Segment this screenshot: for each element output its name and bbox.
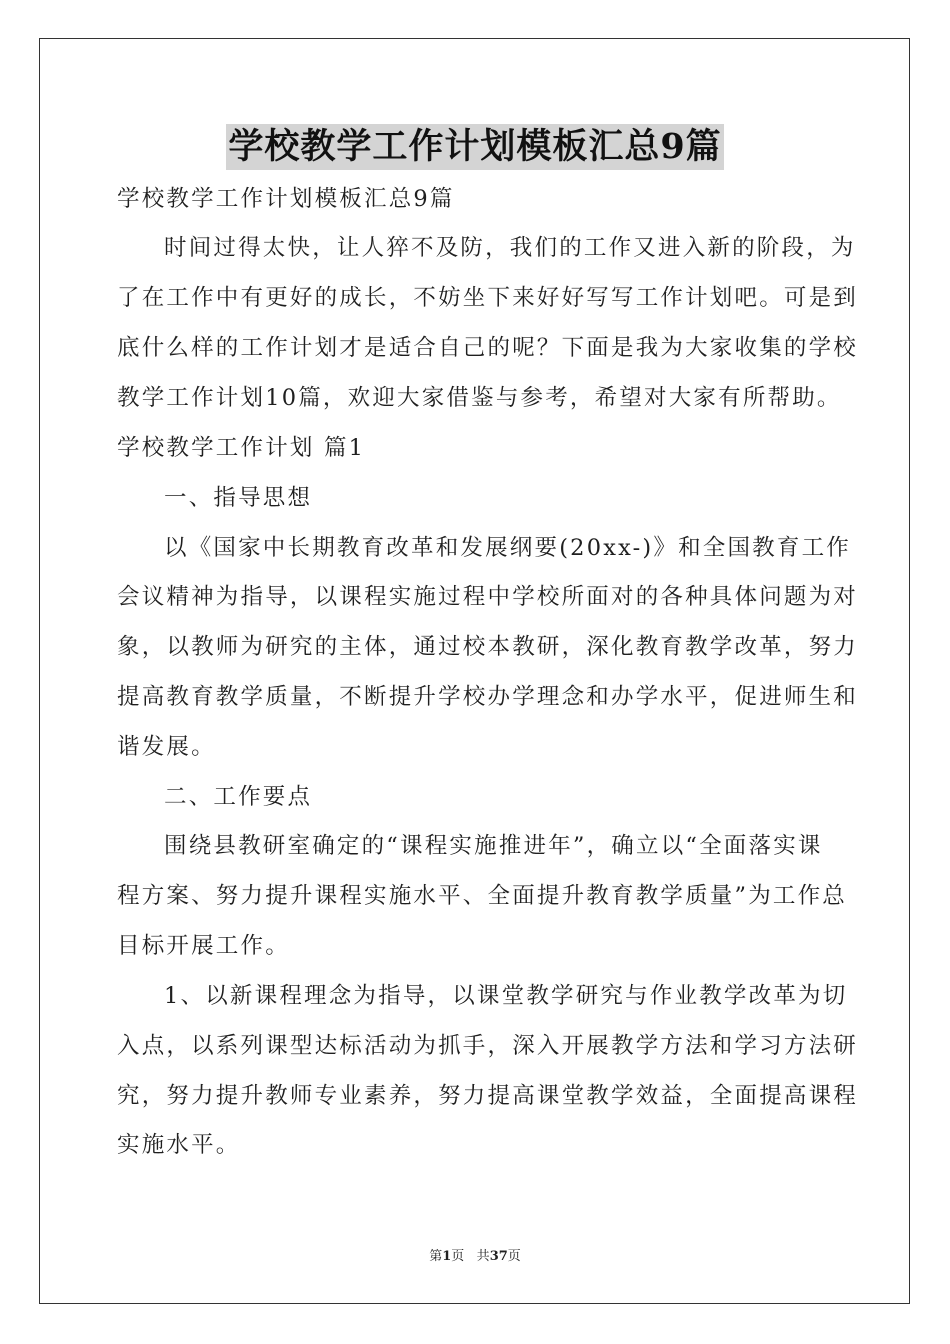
para2-line-1: 围绕县教研室确定的“课程实施推进年”，确立以“全面落实课 — [164, 833, 823, 859]
intro-line-3: 底什么样的工作计划才是适合自己的呢？下面是我为大家收集的学校 — [117, 335, 859, 361]
intro-line-4: 教学工作计划10篇，欢迎大家借鉴与参考，希望对大家有所帮助。 — [117, 385, 842, 411]
subtitle-line: 学校教学工作计划模板汇总9篇 — [117, 186, 455, 212]
title-wrap — [0, 124, 950, 170]
footer-total-prefix: 共 — [476, 1249, 490, 1264]
intro-line-1: 时间过得太快，让人猝不及防，我们的工作又进入新的阶段，为 — [164, 235, 856, 261]
para2-line-2: 程方案、努力提升课程实施水平、全面提升教育教学质量”为工作总 — [117, 883, 848, 909]
page-border — [39, 38, 910, 1304]
intro-line-2: 了在工作中有更好的成长，不妨坐下来好好写写工作计划吧。可是到 — [117, 285, 859, 311]
para1-line-1: 以《国家中长期教育改革和发展纲要(20xx-)》和全国教育工作 — [164, 535, 851, 561]
para1-line-2: 会议精神为指导，以课程实施过程中学校所面对的各种具体问题为对 — [117, 584, 859, 610]
heading-guiding-thought: 一、指导思想 — [164, 485, 313, 511]
document-title: 学校教学工作计划模板汇总9篇 — [226, 124, 723, 170]
para2-line-3: 目标开展工作。 — [117, 933, 290, 959]
heading-work-points: 二、工作要点 — [164, 784, 313, 810]
para1-line-5: 谐发展。 — [117, 734, 216, 760]
para3-line-2: 入点，以系列课型达标活动为抓手，深入开展教学方法和学习方法研 — [117, 1033, 859, 1059]
para3-line-1: 1、以新课程理念为指导，以课堂教学研究与作业教学改革为切 — [164, 983, 848, 1009]
para3-line-3: 究，努力提升教师专业素养，努力提高课堂教学效益，全面提高课程 — [117, 1083, 859, 1109]
footer-page-number: 1 — [442, 1249, 452, 1264]
footer-total-pages: 37 — [489, 1249, 508, 1264]
footer-page-prefix: 第 — [429, 1249, 443, 1264]
footer-total-suffix: 页 — [507, 1249, 521, 1264]
footer-page-suffix: 页 — [451, 1249, 465, 1264]
para1-line-3: 象，以教师为研究的主体，通过校本教研，深化教育教学改革，努力 — [117, 634, 859, 660]
para1-line-4: 提高教育教学质量，不断提升学校办学理念和办学水平，促进师生和 — [117, 684, 859, 710]
para3-line-4: 实施水平。 — [117, 1132, 241, 1158]
section-heading: 学校教学工作计划 篇1 — [117, 435, 366, 461]
page-footer — [0, 1248, 950, 1266]
